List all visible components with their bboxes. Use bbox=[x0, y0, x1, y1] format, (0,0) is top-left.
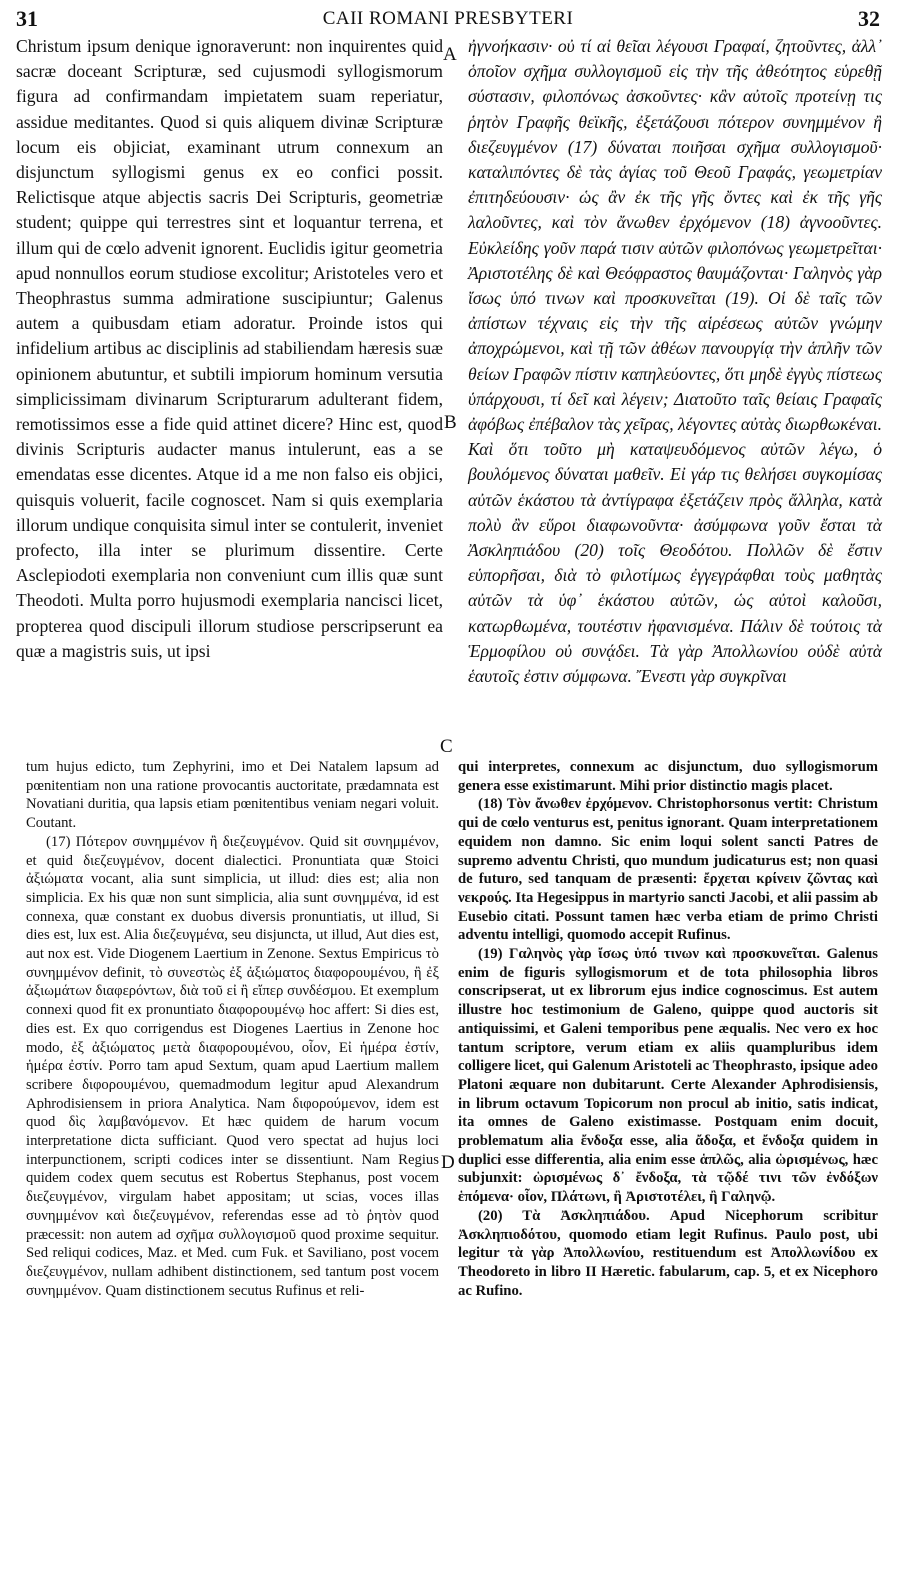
margin-letter-a: A bbox=[443, 44, 457, 65]
running-header bbox=[16, 6, 880, 36]
margin-letter-d: D bbox=[441, 1152, 455, 1173]
latin-text: Christum ipsum denique ignoraverunt: non inquirentes quid sacræ doceant Scripturæ, sed cujusmodi syllogismorum figura ad confirmandam impietatem suam reperiatur, assidue meditantes. Quod si quis aliquem divinæ Scripturæ locum eis objiciat, examinant utrum connexum an disjunctum syllogismi genus ex eo confici possit. Relictisque atque abjectis sacris Dei Scripturis, geometriæ student; quippe qui terrestres sint et loquantur terrena, et illum qui de cœlo advenit ignorent. Euclidis igitur geometria apud nonnullos eorum studiose excolitur; Aristoteles vero et Theophrastus summa admiratione suscipiuntur; Galenus autem a quibusdam etiam adoratur. Proinde istos qui infidelium artibus ac disciplinis ad stabiliendam hæresis suæ opinionem abutuntur, et subtili impiorum hominum versutia simplicissimam divinarum Scripturarum adulterant fidem, remotissimos esse a fide quid attinet dicere? Hinc est, quod divinis Scripturis audacter manus intulerunt, eas a se emendatas esse dicentes. Atque id a me non falso eis objici, quisquis voluerit, facile cognoscet. Nam si quis exemplaria illorum undique conquisita simul inter se contulerit, inveniet profecto, illa inter se plurimum dissentire. Certe Asclepiodoti exemplaria non conveniunt cum illis quæ sunt Theodoti. Multa porro hujusmodi exemplaria nancisci licet, propterea quod discipuli illorum studiose perscripserunt ea quæ a magistris suis, ut ipsi bbox=[16, 36, 443, 661]
running-title: CAII ROMANI PRESBYTERI bbox=[322, 8, 574, 29]
footnotes-left-column bbox=[26, 758, 439, 1300]
footnote-paragraph: (17) Πότερον συνημμένον ἢ διεζευγμένον. Quid sit συνημμένον, et quid διεζευγμένον, docent dialectici. Pronuntiata quæ Stoici ἀξιώματα vocant, alia sunt simplicia, ut illud: dies est; alia non simplicia. Ex his quæ non sunt simplicia, alia sunt συνημμένα, id est connexa, quæ constant ex duobus diversis pronuntiatis, ut illud, Si dies est, lux est. Alia διεζευγμένα, seu disjuncta, ut illud, Aut dies est, aut nox est. Vide Diogenem Laertium in Zenone. Sextus Empiricus τὸ συνημμένον definit, τὸ συνεστὼς ἐξ ἀξιώματος διαφορουμένου, ἢ ἐξ ἀξιωμάτων διαφερόντων, διὰ τοῦ εἰ ἢ εἴπερ συνδέσμου. Et exemplum connexi quod fit ex pronuntiato διαφορουμένῳ hoc affert: Si dies est, dies est. Ex quo corrigendus est Diogenes Laertius in Zenone hoc modo, ἐξ ἀξιώματος μετὰ διαφορουμένου, οἷον, Εἰ ἡμέρα ἐστίν, ἡμέρα ἐστίν. Porro tam apud Sextum, quam apud Laertium mallem scribere διφορουμένου, quemadmodum legitur apud Alexandrum Aphrodisiensem in priora Analytica. Nam διφορούμενον, idem est quod δὶς λαμβανόμενον. Et hæc quidem de harum vocum interpretatione dicta sufficiant. Quod vero spectat ad hujus loci interpunctionem, scripti codices inter se dissentiunt. Nam Regius quidem codex quem secutus est Robertus Stephanus, post vocem διεζευγμένον, virgulam habet appositam; ut scias, voces illas συνημμένον καὶ διεζευγμένον, referendas esse ad τὸ ῥητὸν quod præcessit: non autem ad σχῆμα συλλογισμοῦ quod proxime sequitur. Sed reliqui codices, Maz. et Med. cum Fuk. et Saviliano, post vocem διεζευγμένον, nullam adhibent distinctionem, sed tantum post vocem συνημμένον. Quam distinctionem secutus Rufinus et reli- bbox=[26, 833, 439, 1299]
margin-letter-b: B bbox=[444, 412, 457, 433]
footnotes-right-column bbox=[458, 758, 878, 1300]
greek-text: ἠγνοήκασιν· οὐ τί αἱ θεῖαι λέγουσι Γραφαί, ζητοῦντες, ἀλλ᾽ ὁποῖον σχῆμα συλλογισμοῦ εἰς τὴν τῆς ἀθεότητος εὑρεθῇ σύστασιν, φιλοπόνως ἀσκοῦντες· κἂν αὐτοῖς προτείνῃ τις ῥητὸν Γραφῆς θεϊκῆς, ἐξετάζουσι πότερον συνημμένον ἢ διεζευγμένον (17) δύναται ποιῆσαι σχῆμα συλλογισμοῦ· καταλιπόντες δὲ τὰς ἁγίας τοῦ Θεοῦ Γραφάς, γεωμετρίαν ἐπιτηδεύουσιν· ὡς ἂν ἐκ τῆς γῆς ὄντες καὶ ἐκ τῆς γῆς λαλοῦντες, καὶ τὸν ἄνωθεν ἐρχόμενον (18) ἀγνοοῦντες. Εὐκλείδης γοῦν παρά τισιν αὐτῶν φιλοπόνως γεωμετρεῖται· Ἀριστοτέλης δὲ καὶ Θεόφραστος θαυμάζονται· Γαληνὸς γὰρ ἴσως ὑπό τινων καὶ προσκυνεῖται (19). Οἱ δὲ ταῖς τῶν ἀπίστων τέχναις εἰς τὴν τῆς αἱρέσεως αὐτῶν γνώμην ἀποχρώμενοι, καὶ τῇ τῶν ἀθέων πανουργίᾳ τὴν ἁπλῆν τῶν θείων Γραφῶν πίστιν καπηλεύοντες, ὅτι μηδὲ ἐγγὺς πίστεως ὑπάρχουσι, τί δεῖ καὶ λέγειν; Διατοῦτο ταῖς θείαις Γραφαῖς ἀφόβως ἐπέβαλον τὰς χεῖρας, λέγοντες αὐτὰς διωρθωκέναι. Καὶ ὅτι τοῦτο μὴ καταψευδόμενος αὐτῶν λέγω, ὁ βουλόμενος δύναται μαθεῖν. Εἰ γάρ τις θελήσει συγκομίσας αὐτῶν ἑκάστου τὰ ἀντίγραφα ἐξετάζειν πρὸς ἄλληλα, κατὰ πολὺ ἂν εὕροι διαφωνοῦντα· ἀσύμφωνα γοῦν ἔσται τὰ Ἀσκληπιάδου (20) τοῖς Θεοδότου. Πολλῶν δὲ ἔστιν εὑπορῆσαι, διὰ τὸ φιλοτίμως ἐγγεγράφθαι τοὺς μαθητὰς αὐτῶν τὰ ὑφ᾽ ἑκάστου αὐτῶν, ὡς αὐτοὶ καλοῦσι, κατωρθωμένα, τουτέστιν ἠφανισμένα. Πάλιν δὲ τούτοις τὰ Ἑρμοφίλου οὐ συνᾴδει. Τὰ γὰρ Ἀπολλωνίου οὐδὲ αὐτὰ ἑαυτοῖς ἐστιν σύμφωνα. Ἔνεστι γὰρ συγκρῖναι bbox=[468, 36, 882, 687]
footnote-paragraph: qui interpretes, connexum ac disjunctum, duo syllogismorum genera esse existimarunt. Mihi prior distinctio magis placet. bbox=[458, 759, 878, 794]
page-number-left: 31 bbox=[16, 6, 38, 31]
latin-translation-column bbox=[16, 34, 443, 664]
footnote-paragraph: tum hujus edicto, tum Zephyrini, imo et Dei Natalem lapsum ad pœnitentiam non una ratione provocantis auctoritate, prædamnata est Novatiani duritia, qua lapsis etiam pœnitentibus veniam negari voluit. Coutant. bbox=[26, 759, 439, 832]
page-number-right: 32 bbox=[858, 6, 880, 31]
footnote-paragraph: (18) Τὸν ἄνωθεν ἐρχόμενον. Christophorsonus vertit: Christum qui de cœlo venturus est, penitus ignorant. Quam interpretationem equidem non damno. Sic enim loqui solent sancti Patres de supremo adventu Christi, quo mundum judicaturus est; non quasi de futuro, sed tanquam de præsenti: ἔρχεται κρίνειν ζῶντας καὶ νεκρούς. Ita Hegesippus in martyrio sancti Jacobi, et alii passim ab Eusebio citati. Possunt tamen hæc verba etiam de primo Christi adventu intelligi, quomodo accepit Rufinus. bbox=[458, 796, 878, 944]
footnote-paragraph: (20) Τὰ Ἀσκληπιάδου. Apud Nicephorum scribitur Ἀσκληπιοδότου, quomodo etiam legit Rufinus. Paulo post, ubi legitur τὰ γὰρ Ἀπολλωνίου, restituendum est Ἀπολλωνίδου ex Theodoreto in libro II Hæretic. fabularum, cap. 5, et ex Nicephoro ac Rufino. bbox=[458, 1207, 878, 1299]
greek-text-column bbox=[468, 34, 882, 689]
margin-letter-c: C bbox=[440, 736, 453, 757]
footnote-paragraph: (19) Γαληνὸς γὰρ ἴσως ὑπό τινων καὶ προσκυνεῖται. Galenus enim de figuris syllogismorum et de tota philosophia libros conscripserat, ut ex librorum ejus indice cognoscimus. Est autem illustre hoc testimonium de Galeno, quippe quod auctoris sit antiquissimi, et Galeni temporibus pene æqualis. Nec vero ex hoc tantum scriptore, verum etiam ex aliis quampluribus idem colligere licet, qui Galenum Aristoteli ac Theophrasto, ipsique adeo Platoni æquare non dubitarunt. Certe Alexander Aphrodisiensis, in librum octavum Topicorum non procul ab initio, satis indicat, ita omnes de Galeno existimasse. Postquam enim docuit, problematum alia ἔνδοξα esse, alia ἄδοξα, et ἔνδοξα quidem in duplici esse differentia, alia enim esse ἁπλῶς, alia ὡρισμένως, hæc subjunxit: ὡρισμένως δ᾽ ἔνδοξα, τὰ τῷδέ τινι τῶν ἐνδόξων ἑπόμενα· οἷον, Πλάτωνι, ἢ Ἀριστοτέλει, ἢ Γαληνῷ. bbox=[458, 946, 878, 1206]
